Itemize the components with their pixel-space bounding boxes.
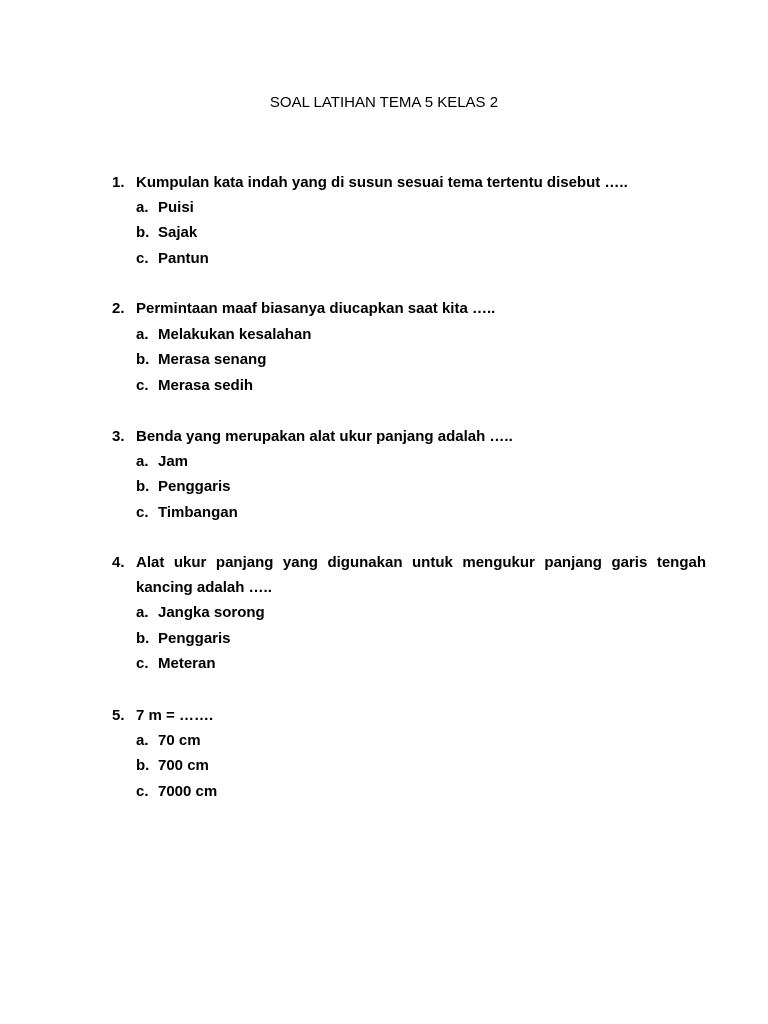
- option-letter: a.: [136, 326, 149, 343]
- option-letter: a.: [136, 604, 149, 621]
- option-text: Meteran: [158, 655, 216, 672]
- option-letter: b.: [136, 630, 150, 647]
- option-text: Sajak: [158, 224, 198, 241]
- question-text: 7 m = …….: [136, 707, 214, 724]
- option-letter: c.: [136, 783, 149, 800]
- option-text: Penggaris: [158, 478, 231, 495]
- option-text: Jangka sorong: [158, 604, 265, 621]
- option-text: Penggaris: [158, 630, 231, 647]
- page-title: SOAL LATIHAN TEMA 5 KELAS 2: [269, 94, 499, 111]
- question-text: Benda yang merupakan alat ukur panjang adalah …..: [136, 428, 513, 445]
- option-letter: c.: [136, 504, 149, 521]
- option-text: 700 cm: [158, 757, 209, 774]
- question-number: 2.: [112, 300, 125, 317]
- option-letter: c.: [136, 377, 149, 394]
- option-text: Merasa senang: [158, 351, 267, 368]
- question-number: 3.: [112, 428, 125, 445]
- option-text: Melakukan kesalahan: [158, 326, 312, 343]
- option-text: Merasa sedih: [158, 377, 254, 394]
- question-text: Alat ukur panjang yang digunakan untuk mengukur panjang garis tengah kancing adalah …..: [136, 554, 706, 596]
- option-text: Jam: [158, 453, 189, 470]
- option-letter: b.: [136, 351, 150, 368]
- option-text: Puisi: [158, 199, 194, 216]
- option-letter: a.: [136, 199, 149, 216]
- option-letter: b.: [136, 224, 150, 241]
- question-text: Kumpulan kata indah yang di susun sesuai tema tertentu disebut …..: [136, 174, 628, 191]
- option-text: 7000 cm: [158, 783, 218, 800]
- question-text: Permintaan maaf biasanya diucapkan saat kita …..: [136, 300, 496, 317]
- option-letter: c.: [136, 250, 149, 267]
- question-number: 5.: [112, 707, 125, 724]
- option-text: 70 cm: [158, 732, 201, 749]
- option-letter: a.: [136, 453, 149, 470]
- option-letter: c.: [136, 655, 149, 672]
- option-letter: b.: [136, 757, 150, 774]
- option-text: Pantun: [158, 250, 209, 267]
- option-letter: b.: [136, 478, 150, 495]
- question-number: 1.: [112, 174, 125, 191]
- question-number: 4.: [112, 554, 125, 571]
- option-letter: a.: [136, 732, 149, 749]
- option-text: Timbangan: [158, 504, 238, 521]
